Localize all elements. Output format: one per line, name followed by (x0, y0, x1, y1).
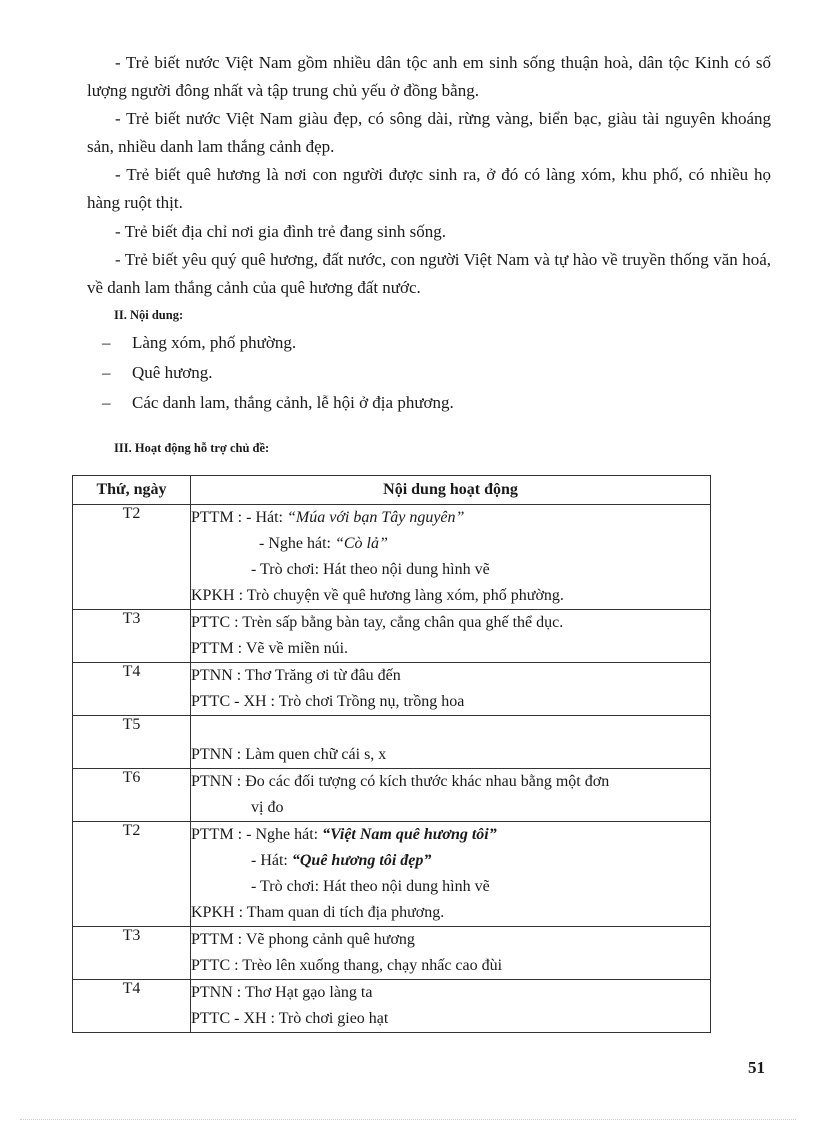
activity-text: PTTC : Trèo lên xuống thang, chạy nhấc cao đùi (191, 957, 503, 974)
activity-heading: III. Hoạt động hỗ trợ chủ đề: (114, 441, 270, 455)
activity-line (191, 557, 710, 583)
song-title: “Múa với bạn Tây nguyên” (287, 509, 465, 526)
activity-line (191, 505, 710, 531)
activity-line (191, 583, 710, 609)
activity-cell (191, 663, 711, 716)
table-row (73, 663, 711, 716)
activity-line (191, 742, 710, 768)
activity-text: PTTM : - Nghe hát: (191, 826, 323, 843)
activity-cell (191, 980, 711, 1033)
activity-table-body (73, 505, 711, 1033)
activity-cell (191, 610, 711, 663)
day-cell: T2 (73, 505, 191, 610)
activity-line (191, 980, 710, 1006)
activity-line (191, 636, 710, 662)
table-row (73, 716, 711, 769)
dash-bullet: – (102, 363, 111, 382)
goal-paragraph-4 (87, 218, 771, 246)
content-item-3: – Các danh lam, thắng cảnh, lễ hội ở địa phương. (102, 391, 454, 415)
day-cell: T3 (73, 927, 191, 980)
activity-cell (191, 822, 711, 927)
table-row (73, 822, 711, 927)
activity-line (191, 900, 710, 926)
activity-text: PTNN : Thơ Trăng ơi từ đâu đến (191, 667, 401, 684)
goal-text-2: - Trẻ biết nước Việt Nam giàu đẹp, có sông dài, rừng vàng, biển bạc, giàu tài nguyên khoáng sản, nhiều danh lam thắng cảnh đẹp. (87, 109, 771, 156)
day-cell: T5 (73, 716, 191, 769)
activity-table (72, 475, 711, 1033)
footer-divider (20, 1119, 796, 1120)
activity-line (191, 531, 710, 557)
activity-line (191, 769, 710, 795)
table-row (73, 505, 711, 610)
activity-text: PTTM : Vẽ về miền núi. (191, 640, 349, 657)
goal-paragraph-5 (87, 246, 771, 302)
activity-line (191, 953, 710, 979)
activity-text: PTTC - XH : Trò chơi gieo hạt (191, 1010, 389, 1027)
activity-line (191, 663, 710, 689)
activity-text: - Trò chơi: Hát theo nội dung hình vẽ (251, 878, 490, 895)
table-header-row (73, 476, 711, 505)
activity-text: - Nghe hát: (259, 535, 335, 552)
activity-text: PTTM : Vẽ phong cảnh quê hương (191, 931, 415, 948)
activity-line (191, 927, 710, 953)
table-row (73, 769, 711, 822)
song-title: “Quê hương tôi đẹp” (291, 852, 432, 869)
activity-cell (191, 505, 711, 610)
content-heading: II. Nội dung: (114, 308, 184, 322)
activity-text: - Trò chơi: Hát theo nội dung hình vẽ (251, 561, 490, 578)
day-cell: T6 (73, 769, 191, 822)
column-header-content: Nội dung hoạt động (191, 476, 711, 505)
activity-text: - Hát: (251, 852, 292, 869)
activity-line (191, 848, 710, 874)
activity-cell (191, 927, 711, 980)
table-row (73, 980, 711, 1033)
day-cell: T4 (73, 663, 191, 716)
day-cell: T4 (73, 980, 191, 1033)
goal-text-3: - Trẻ biết quê hương là nơi con người được sinh ra, ở đó có làng xóm, khu phố, có nhiều họ hàng ruột thịt. (87, 165, 771, 212)
goal-text-5: - Trẻ biết yêu quý quê hương, đất nước, con người Việt Nam và tự hào về truyền thống văn hoá, về danh lam thắng cảnh của quê hương đất nước. (87, 250, 771, 297)
activity-text: PTTM : - Hát: (191, 509, 287, 526)
activity-text: KPKH : Trò chuyện về quê hương làng xóm, phố phường. (191, 587, 564, 604)
goal-paragraph-1 (87, 49, 771, 105)
activity-line (191, 716, 710, 742)
column-header-day: Thứ, ngày (73, 476, 191, 505)
content-item-1: – Làng xóm, phố phường. (102, 331, 296, 355)
activity-line (191, 874, 710, 900)
day-cell: T2 (73, 822, 191, 927)
activity-line (191, 689, 710, 715)
activity-text: PTTC - XH : Trò chơi Trồng nụ, trồng hoa (191, 693, 465, 710)
activity-cell (191, 769, 711, 822)
activity-line (191, 1006, 710, 1032)
dash-bullet: – (102, 333, 111, 352)
day-cell: T3 (73, 610, 191, 663)
activity-line (191, 795, 710, 821)
activity-line (191, 822, 710, 848)
activity-text: PTNN : Thơ Hạt gạo làng ta (191, 984, 373, 1001)
activity-text: PTNN : Đo các đối tượng có kích thước khác nhau bằng một đơn (191, 773, 610, 790)
activity-text: vị đo (251, 799, 284, 816)
goal-paragraph-2 (87, 105, 771, 161)
activity-line (191, 610, 710, 636)
activity-text: PTTC : Trèn sấp bằng bàn tay, cẳng chân qua ghế thể dục. (191, 614, 564, 631)
table-row (73, 927, 711, 980)
page-number: 51 (748, 1058, 765, 1077)
goal-text-4: - Trẻ biết địa chỉ nơi gia đình trẻ đang sinh sống. (115, 222, 447, 241)
activity-text: KPKH : Tham quan di tích địa phương. (191, 904, 445, 921)
content-item-2: – Quê hương. (102, 361, 213, 385)
goal-paragraph-3 (87, 161, 771, 217)
dash-bullet: – (102, 393, 111, 412)
activity-cell (191, 716, 711, 769)
song-title: “Cò lả” (334, 535, 388, 552)
activity-text: PTNN : Làm quen chữ cái s, x (191, 746, 387, 763)
song-title: “Việt Nam quê hương tôi” (322, 826, 497, 843)
table-row (73, 610, 711, 663)
goal-text-1: - Trẻ biết nước Việt Nam gồm nhiều dân tộc anh em sinh sống thuận hoà, dân tộc Kinh có số lượng người đông nhất và tập trung chủ yếu ở đồng bằng. (87, 53, 771, 100)
